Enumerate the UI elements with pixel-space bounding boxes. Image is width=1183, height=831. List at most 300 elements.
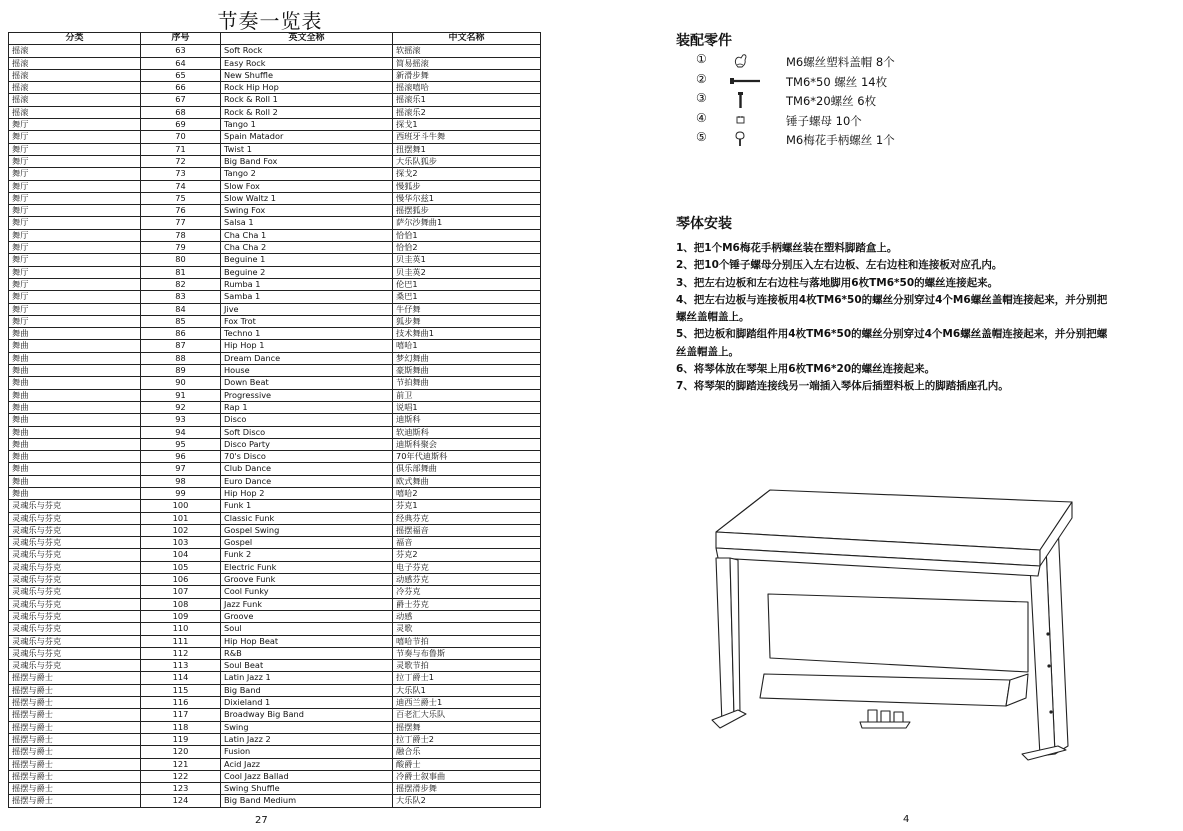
cell-number: 108 (141, 598, 221, 610)
table-row (9, 414, 541, 426)
cell-chinese-name: 摇滚嘻哈 (393, 82, 541, 94)
cell-category: 舞曲 (9, 475, 141, 487)
header-number: 序号 (141, 33, 221, 45)
cell-chinese-name: 摇滚乐2 (393, 106, 541, 118)
cell-category: 舞曲 (9, 426, 141, 438)
table-row (9, 143, 541, 155)
cell-chinese-name: 摇摆福音 (393, 524, 541, 536)
cell-english-name: Cool Funky (221, 586, 393, 598)
cell-category: 舞厅 (9, 205, 141, 217)
cell-english-name: Cha Cha 2 (221, 242, 393, 254)
hammer-nut-icon (726, 112, 762, 128)
cell-category: 舞曲 (9, 451, 141, 463)
part-item (696, 52, 1016, 72)
table-row (9, 795, 541, 807)
cell-number: 114 (141, 672, 221, 684)
part-index: ① (696, 52, 707, 66)
cell-category: 摇滚 (9, 82, 141, 94)
cell-chinese-name: 贝圭英2 (393, 266, 541, 278)
cell-number: 93 (141, 414, 221, 426)
table-header-row (9, 33, 541, 45)
cell-chinese-name: 灵歌节拍 (393, 660, 541, 672)
cell-english-name: Club Dance (221, 463, 393, 475)
cell-category: 摇滚 (9, 69, 141, 81)
cell-category: 舞曲 (9, 438, 141, 450)
cell-english-name: Acid Jazz (221, 758, 393, 770)
cell-english-name: Hip Hop 2 (221, 487, 393, 499)
table-row (9, 377, 541, 389)
table-row (9, 82, 541, 94)
cell-english-name: Rock & Roll 1 (221, 94, 393, 106)
cell-english-name: Samba 1 (221, 291, 393, 303)
cell-english-name: Rock Hip Hop (221, 82, 393, 94)
cell-number: 75 (141, 192, 221, 204)
cell-english-name: Jazz Funk (221, 598, 393, 610)
cell-category: 摇摆与爵士 (9, 783, 141, 795)
table-row (9, 500, 541, 512)
cell-number: 73 (141, 168, 221, 180)
cell-chinese-name: 桑巴1 (393, 291, 541, 303)
cell-english-name: Soul (221, 623, 393, 635)
cell-number: 110 (141, 623, 221, 635)
cell-english-name: Euro Dance (221, 475, 393, 487)
cell-category: 舞曲 (9, 328, 141, 340)
cell-number: 70 (141, 131, 221, 143)
cell-number: 104 (141, 549, 221, 561)
cell-chinese-name: 百老汇大乐队 (393, 709, 541, 721)
cell-chinese-name: 豪斯舞曲 (393, 365, 541, 377)
cell-number: 120 (141, 746, 221, 758)
cell-english-name: Progressive (221, 389, 393, 401)
cell-number: 82 (141, 278, 221, 290)
cell-number: 94 (141, 426, 221, 438)
cell-chinese-name: 迪斯科聚会 (393, 438, 541, 450)
table-row (9, 561, 541, 573)
table-row (9, 217, 541, 229)
cell-number: 83 (141, 291, 221, 303)
part-index: ③ (696, 91, 707, 105)
cell-number: 97 (141, 463, 221, 475)
table-row (9, 180, 541, 192)
cap-nut-icon (726, 53, 762, 69)
cell-english-name: Rock & Roll 2 (221, 106, 393, 118)
cell-english-name: Down Beat (221, 377, 393, 389)
table-title: 节奏一览表 (217, 9, 323, 33)
cell-number: 77 (141, 217, 221, 229)
cell-number: 88 (141, 352, 221, 364)
cell-number: 90 (141, 377, 221, 389)
table-row (9, 549, 541, 561)
cell-chinese-name: 节拍舞曲 (393, 377, 541, 389)
cell-english-name: Disco Party (221, 438, 393, 450)
cell-number: 67 (141, 94, 221, 106)
table-row (9, 266, 541, 278)
cell-number: 63 (141, 45, 221, 57)
table-row (9, 315, 541, 327)
cell-number: 98 (141, 475, 221, 487)
cell-number: 111 (141, 635, 221, 647)
cell-category: 舞曲 (9, 401, 141, 413)
cell-number: 85 (141, 315, 221, 327)
part-text: M6螺丝塑料盖帽 8个 (786, 55, 895, 69)
cell-chinese-name: 迪斯科 (393, 414, 541, 426)
cell-english-name: Big Band Medium (221, 795, 393, 807)
cell-number: 107 (141, 586, 221, 598)
cell-english-name: Spain Matador (221, 131, 393, 143)
cell-number: 109 (141, 610, 221, 622)
part-text: TM6*50 螺丝 14枚 (786, 74, 888, 89)
cell-category: 舞曲 (9, 340, 141, 352)
cell-category: 舞曲 (9, 365, 141, 377)
install-step: 7、将琴架的脚踏连接线另一端插入琴体后插塑料板上的脚踏插座孔内。 (676, 380, 1009, 393)
cell-english-name: Salsa 1 (221, 217, 393, 229)
table-row (9, 131, 541, 143)
table-row (9, 426, 541, 438)
cell-category: 舞厅 (9, 278, 141, 290)
cell-number: 100 (141, 500, 221, 512)
cell-chinese-name: 欧式舞曲 (393, 475, 541, 487)
cell-category: 摇摆与爵士 (9, 733, 141, 745)
cell-chinese-name: 经典芬克 (393, 512, 541, 524)
cell-english-name: Beguine 2 (221, 266, 393, 278)
cell-category: 舞厅 (9, 217, 141, 229)
cell-english-name: Broadway Big Band (221, 709, 393, 721)
header-english-name: 英文全称 (221, 33, 393, 45)
cell-english-name: Latin Jazz 2 (221, 733, 393, 745)
cell-number: 119 (141, 733, 221, 745)
cell-english-name: Slow Waltz 1 (221, 192, 393, 204)
cell-chinese-name: 嘻哈节拍 (393, 635, 541, 647)
long-screw-icon (726, 73, 762, 89)
cell-number: 74 (141, 180, 221, 192)
cell-english-name: Cool Jazz Ballad (221, 770, 393, 782)
cell-chinese-name: 恰恰1 (393, 229, 541, 241)
table-row (9, 770, 541, 782)
cell-number: 118 (141, 721, 221, 733)
cell-english-name: Beguine 1 (221, 254, 393, 266)
cell-number: 106 (141, 574, 221, 586)
header-category: 分类 (9, 33, 141, 45)
table-row (9, 291, 541, 303)
table-row (9, 106, 541, 118)
cell-chinese-name: 扭摆舞1 (393, 143, 541, 155)
cell-english-name: Dixieland 1 (221, 697, 393, 709)
table-row (9, 684, 541, 696)
table-row (9, 205, 541, 217)
part-item (696, 72, 1016, 92)
table-row (9, 610, 541, 622)
cell-chinese-name: 摇摆狐步 (393, 205, 541, 217)
cell-chinese-name: 摇摆舞 (393, 721, 541, 733)
cell-category: 舞厅 (9, 168, 141, 180)
cell-category: 舞曲 (9, 414, 141, 426)
cell-number: 79 (141, 242, 221, 254)
table-row (9, 119, 541, 131)
cell-category: 灵魂乐与芬克 (9, 586, 141, 598)
cell-number: 84 (141, 303, 221, 315)
parts-title: 装配零件 (676, 33, 732, 49)
cell-number: 69 (141, 119, 221, 131)
install-step: 3、把左右边板和左右边柱与落地脚用6枚TM6*50的螺丝连接起来。 (676, 276, 999, 289)
table-row (9, 758, 541, 770)
table-row (9, 598, 541, 610)
cell-category: 摇摆与爵士 (9, 709, 141, 721)
table-row (9, 635, 541, 647)
cell-number: 64 (141, 57, 221, 69)
cell-category: 舞厅 (9, 315, 141, 327)
cell-chinese-name: 贝圭英1 (393, 254, 541, 266)
cell-number: 123 (141, 783, 221, 795)
cell-number: 103 (141, 537, 221, 549)
cell-category: 摇摆与爵士 (9, 758, 141, 770)
cell-number: 122 (141, 770, 221, 782)
cell-chinese-name: 迪西兰爵士1 (393, 697, 541, 709)
cell-category: 舞曲 (9, 463, 141, 475)
table-row (9, 155, 541, 167)
table-row (9, 524, 541, 536)
cell-category: 灵魂乐与芬克 (9, 610, 141, 622)
cell-english-name: Fusion (221, 746, 393, 758)
header-chinese-name: 中文名称 (393, 33, 541, 45)
cell-chinese-name: 融合乐 (393, 746, 541, 758)
cell-number: 71 (141, 143, 221, 155)
cell-number: 72 (141, 155, 221, 167)
cell-chinese-name: 探戈1 (393, 119, 541, 131)
table-row (9, 574, 541, 586)
table-row (9, 672, 541, 684)
cell-number: 89 (141, 365, 221, 377)
cell-number: 117 (141, 709, 221, 721)
table-row (9, 438, 541, 450)
short-screw-icon (726, 92, 762, 108)
cell-number: 86 (141, 328, 221, 340)
cell-english-name: Easy Rock (221, 57, 393, 69)
part-text: TM6*20螺丝 6枚 (786, 94, 877, 108)
cell-chinese-name: 70年代迪斯科 (393, 451, 541, 463)
cell-chinese-name: 冷爵士叙事曲 (393, 770, 541, 782)
table-row (9, 57, 541, 69)
cell-english-name: Rumba 1 (221, 278, 393, 290)
cell-chinese-name: 芬克1 (393, 500, 541, 512)
cell-chinese-name: 恰恰2 (393, 242, 541, 254)
table-row (9, 647, 541, 659)
table-row (9, 746, 541, 758)
table-row (9, 709, 541, 721)
table-row (9, 352, 541, 364)
cell-category: 灵魂乐与芬克 (9, 623, 141, 635)
table-row (9, 278, 541, 290)
right-page (592, 0, 1183, 831)
cell-number: 99 (141, 487, 221, 499)
table-row (9, 168, 541, 180)
cell-category: 灵魂乐与芬克 (9, 647, 141, 659)
cell-chinese-name: 拉丁爵士1 (393, 672, 541, 684)
cell-english-name: Soul Beat (221, 660, 393, 672)
install-step: 1、把1个M6梅花手柄螺丝装在塑料脚踏盒上。 (676, 242, 898, 254)
cell-chinese-name: 新滑步舞 (393, 69, 541, 81)
cell-english-name: 70's Disco (221, 451, 393, 463)
cell-chinese-name: 软迪斯科 (393, 426, 541, 438)
cell-chinese-name: 梦幻舞曲 (393, 352, 541, 364)
cell-chinese-name: 冷芬克 (393, 586, 541, 598)
page-number-right: 4 (903, 814, 910, 825)
install-step: 2、把10个锤子螺母分别压入左右边板、左右边柱和连接板对应孔内。 (676, 259, 1003, 272)
install-steps (676, 240, 1116, 396)
cell-category: 灵魂乐与芬克 (9, 512, 141, 524)
thumb-screw-icon (726, 131, 762, 147)
part-text: M6梅花手柄螺丝 1个 (786, 133, 895, 147)
table-row (9, 475, 541, 487)
cell-english-name: Gospel (221, 537, 393, 549)
cell-number: 96 (141, 451, 221, 463)
cell-category: 摇摆与爵士 (9, 746, 141, 758)
cell-english-name: Big Band (221, 684, 393, 696)
install-title: 琴体安装 (676, 216, 732, 232)
part-index: ④ (696, 110, 707, 125)
parts-list (696, 52, 1016, 150)
cell-category: 摇滚 (9, 45, 141, 57)
table-row (9, 389, 541, 401)
cell-number: 95 (141, 438, 221, 450)
table-row (9, 254, 541, 266)
table-row (9, 623, 541, 635)
table-row (9, 303, 541, 315)
cell-category: 摇摆与爵士 (9, 672, 141, 684)
cell-category: 灵魂乐与芬克 (9, 537, 141, 549)
cell-number: 112 (141, 647, 221, 659)
cell-number: 124 (141, 795, 221, 807)
table-row (9, 733, 541, 745)
cell-category: 摇摆与爵士 (9, 795, 141, 807)
cell-category: 灵魂乐与芬克 (9, 635, 141, 647)
cell-category: 舞厅 (9, 192, 141, 204)
table-row (9, 328, 541, 340)
cell-number: 87 (141, 340, 221, 352)
cell-chinese-name: 技术舞曲1 (393, 328, 541, 340)
cell-chinese-name: 大乐队狐步 (393, 155, 541, 167)
cell-number: 113 (141, 660, 221, 672)
cell-chinese-name: 狐步舞 (393, 315, 541, 327)
cell-number: 121 (141, 758, 221, 770)
cell-english-name: Tango 1 (221, 119, 393, 131)
table-row (9, 401, 541, 413)
cell-category: 摇摆与爵士 (9, 697, 141, 709)
cell-chinese-name: 俱乐部舞曲 (393, 463, 541, 475)
cell-category: 舞厅 (9, 180, 141, 192)
cell-english-name: Groove (221, 610, 393, 622)
cell-number: 66 (141, 82, 221, 94)
cell-number: 115 (141, 684, 221, 696)
table-row (9, 192, 541, 204)
cell-category: 摇摆与爵士 (9, 684, 141, 696)
cell-english-name: Jive (221, 303, 393, 315)
cell-chinese-name: 慢华尔兹1 (393, 192, 541, 204)
cell-chinese-name: 萨尔沙舞曲1 (393, 217, 541, 229)
cell-english-name: Soft Rock (221, 45, 393, 57)
cell-number: 92 (141, 401, 221, 413)
cell-chinese-name: 摇摆滑步舞 (393, 783, 541, 795)
cell-chinese-name: 拉丁爵士2 (393, 733, 541, 745)
cell-english-name: House (221, 365, 393, 377)
table-row (9, 463, 541, 475)
cell-number: 68 (141, 106, 221, 118)
cell-english-name: Swing Shuffle (221, 783, 393, 795)
cell-english-name: Tango 2 (221, 168, 393, 180)
cell-category: 舞曲 (9, 377, 141, 389)
cell-english-name: Techno 1 (221, 328, 393, 340)
cell-chinese-name: 大乐队2 (393, 795, 541, 807)
table-row (9, 721, 541, 733)
cell-chinese-name: 动感芬克 (393, 574, 541, 586)
cell-chinese-name: 电子芬克 (393, 561, 541, 573)
cell-category: 舞厅 (9, 303, 141, 315)
cell-category: 灵魂乐与芬克 (9, 598, 141, 610)
table-row (9, 586, 541, 598)
cell-category: 舞厅 (9, 242, 141, 254)
cell-category: 灵魂乐与芬克 (9, 549, 141, 561)
cell-english-name: Hip Hop 1 (221, 340, 393, 352)
cell-category: 舞厅 (9, 266, 141, 278)
cell-chinese-name: 简易摇滚 (393, 57, 541, 69)
cell-chinese-name: 前卫 (393, 389, 541, 401)
cell-english-name: Hip Hop Beat (221, 635, 393, 647)
part-index: ② (696, 71, 707, 86)
cell-chinese-name: 探戈2 (393, 168, 541, 180)
table-row (9, 340, 541, 352)
cell-english-name: R&B (221, 647, 393, 659)
cell-english-name: Swing Fox (221, 205, 393, 217)
cell-number: 78 (141, 229, 221, 241)
rhythm-table (8, 32, 541, 808)
cell-category: 舞曲 (9, 487, 141, 499)
cell-english-name: Funk 2 (221, 549, 393, 561)
cell-english-name: Electric Funk (221, 561, 393, 573)
cell-number: 102 (141, 524, 221, 536)
cell-category: 舞厅 (9, 229, 141, 241)
install-step: 4、把左右边板与连接板用4枚TM6*50的螺丝分别穿过4个M6螺丝盖帽连接起来，并分别把螺丝盖帽盖上。 (676, 293, 1108, 324)
table-row (9, 229, 541, 241)
cell-category: 摇滚 (9, 106, 141, 118)
piano-illustration (710, 484, 1090, 784)
cell-category: 摇滚 (9, 94, 141, 106)
cell-number: 76 (141, 205, 221, 217)
cell-category: 舞厅 (9, 291, 141, 303)
part-item (696, 91, 1016, 111)
cell-category: 舞厅 (9, 143, 141, 155)
part-index: ⑤ (696, 130, 707, 144)
cell-chinese-name: 说唱1 (393, 401, 541, 413)
cell-category: 灵魂乐与芬克 (9, 574, 141, 586)
cell-chinese-name: 动感 (393, 610, 541, 622)
cell-english-name: Gospel Swing (221, 524, 393, 536)
table-row (9, 451, 541, 463)
cell-english-name: Rap 1 (221, 401, 393, 413)
cell-english-name: Twist 1 (221, 143, 393, 155)
cell-number: 105 (141, 561, 221, 573)
cell-number: 91 (141, 389, 221, 401)
cell-english-name: Soft Disco (221, 426, 393, 438)
cell-chinese-name: 酸爵士 (393, 758, 541, 770)
cell-chinese-name: 软摇滚 (393, 45, 541, 57)
part-text: 锤子螺母 10个 (786, 113, 862, 128)
cell-english-name: Disco (221, 414, 393, 426)
table-row (9, 242, 541, 254)
cell-category: 舞厅 (9, 155, 141, 167)
cell-category: 舞曲 (9, 389, 141, 401)
cell-english-name: Latin Jazz 1 (221, 672, 393, 684)
cell-chinese-name: 西班牙斗牛舞 (393, 131, 541, 143)
cell-chinese-name: 牛仔舞 (393, 303, 541, 315)
